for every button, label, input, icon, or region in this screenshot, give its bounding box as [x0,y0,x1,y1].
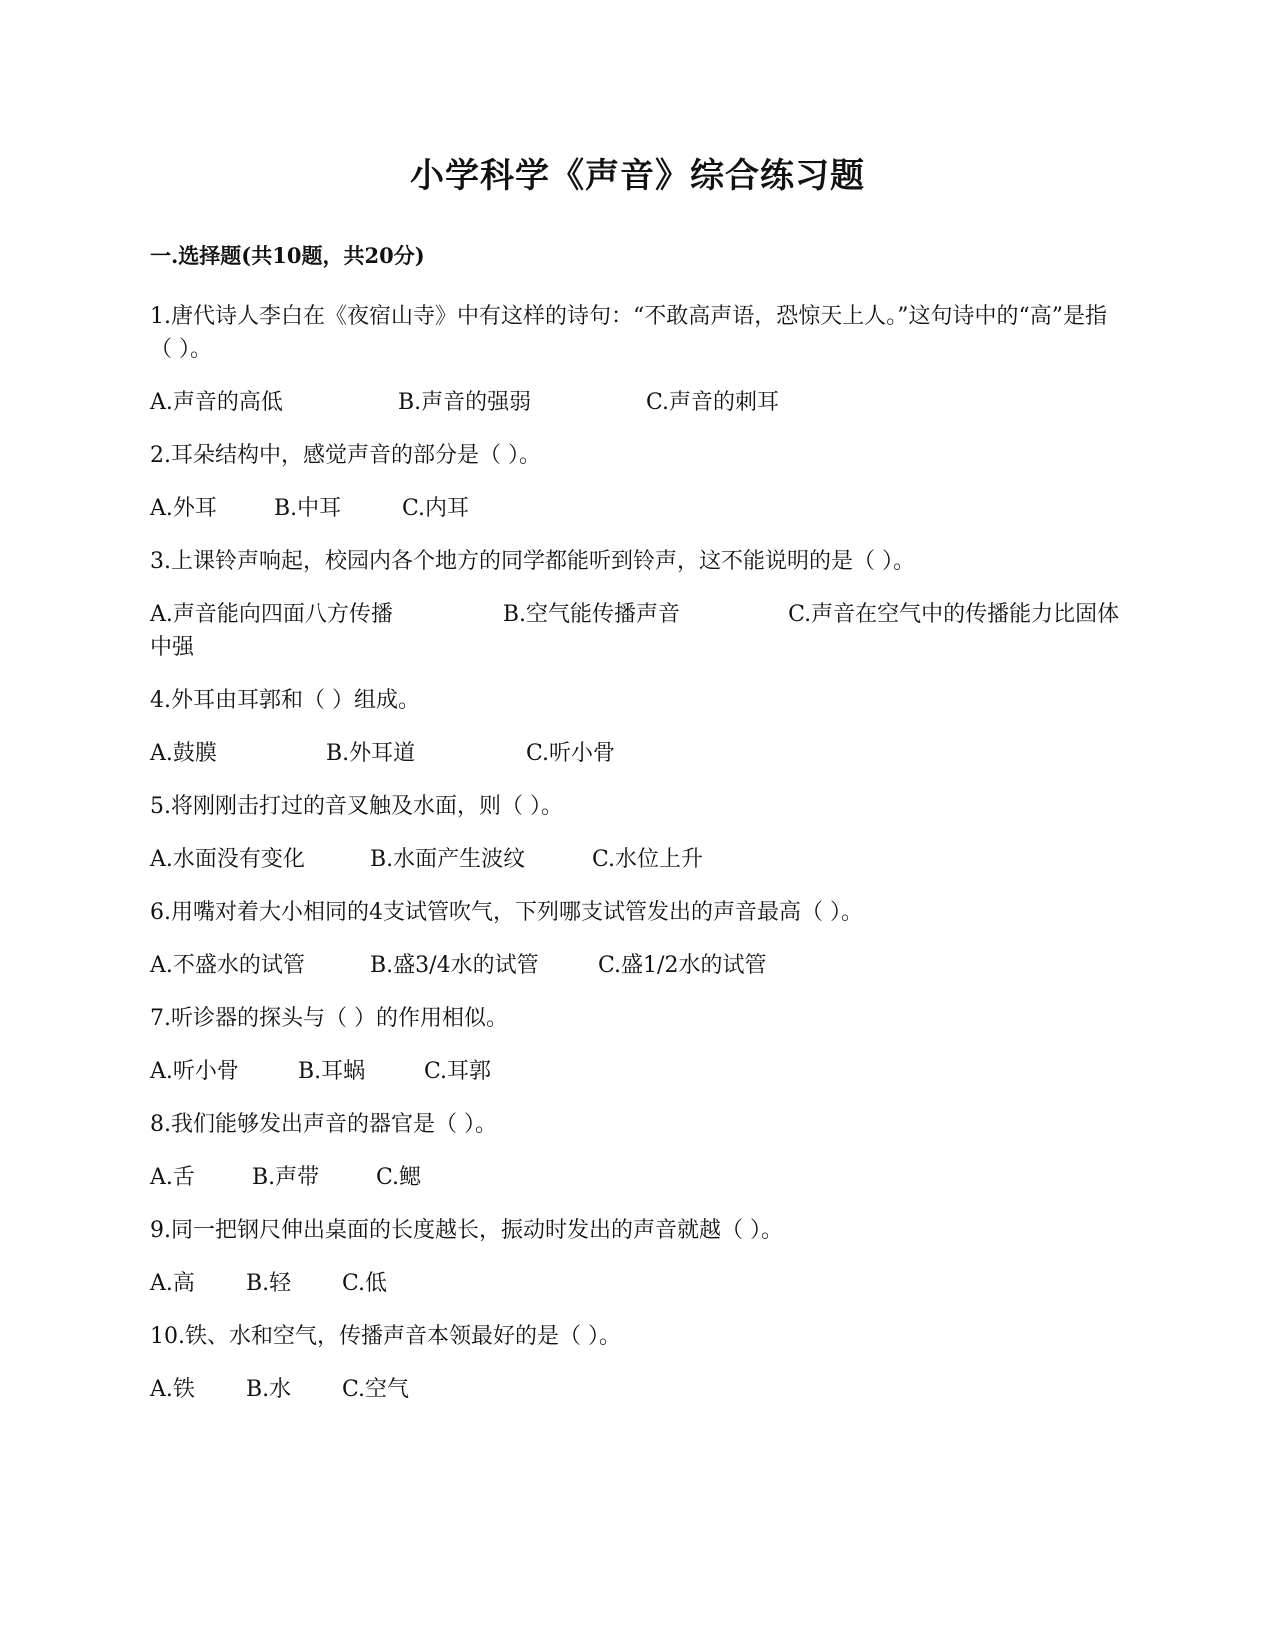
option-c: C.盛1/2水的试管 [598,953,767,978]
question-stem: 1.唐代诗人李白在《夜宿山寺》中有这样的诗句：“不敢高声语，恐惊天上人。”这句诗中的“高”是指（ ）。 [150,304,1107,362]
option-b: B.中耳 [274,496,342,521]
section-heading: 一.选择题(共10题，共20分) [150,243,425,268]
option-b: B.轻 [246,1271,292,1296]
option-b: B.外耳道 [326,741,416,766]
question-stem: 7.听诊器的探头与（ ）的作用相似。 [150,1006,508,1031]
option-b: B.水面产生波纹 [370,847,526,872]
option-c: C.内耳 [402,496,470,521]
question-1 [150,300,1125,419]
option-c: C.声音的刺耳 [646,390,780,415]
question-5 [150,790,1125,876]
question-options [150,949,1125,982]
question-stem: 5.将刚刚击打过的音叉触及水面，则（ ）。 [150,794,563,819]
option-a: A.铁 [150,1377,195,1402]
question-options [150,843,1125,876]
option-c: C.听小骨 [526,741,616,766]
option-a: A.鼓膜 [150,741,217,766]
option-b: B.盛3/4水的试管 [370,953,539,978]
option-b: B.耳蜗 [298,1059,366,1084]
question-stem: 3.上课铃声响起，校园内各个地方的同学都能听到铃声，这不能说明的是（ ）。 [150,549,915,574]
option-b: B.声音的强弱 [398,390,532,415]
question-stem: 8.我们能够发出声音的器官是（ ）。 [150,1112,497,1137]
question-2 [150,439,1125,525]
question-stem: 9.同一把钢尺伸出桌面的长度越长，振动时发出的声音就越（ ）。 [150,1218,783,1243]
option-b: B.水 [246,1377,292,1402]
question-10 [150,1320,1125,1406]
question-stem: 6.用嘴对着大小相同的4支试管吹气，下列哪支试管发出的声音最高（ ）。 [150,900,863,925]
option-a: A.外耳 [150,496,217,521]
question-6 [150,896,1125,982]
option-c: C.声音在空气中的传播能力比固体中强 [150,602,1120,660]
question-options [150,1055,1125,1088]
question-8 [150,1108,1125,1194]
question-stem: 10.铁、水和空气，传播声音本领最好的是（ ）。 [150,1324,621,1349]
option-a: A.高 [150,1271,195,1296]
question-options [150,386,1125,419]
question-stem: 2.耳朵结构中，感觉声音的部分是（ ）。 [150,443,541,468]
option-c: C.水位上升 [592,847,704,872]
question-4 [150,684,1125,770]
option-c: C.空气 [342,1377,410,1402]
option-a: A.舌 [150,1165,195,1190]
option-c: C.低 [342,1271,388,1296]
question-3 [150,545,1125,664]
option-a: A.不盛水的试管 [150,953,305,978]
option-a: A.声音能向四面八方传播 [150,602,393,627]
question-options [150,492,1125,525]
question-9 [150,1214,1125,1300]
option-c: C.鳃 [376,1165,422,1190]
option-b: B.声带 [252,1165,320,1190]
option-c: C.耳郭 [424,1059,492,1084]
question-options [150,1267,1125,1300]
question-options [150,598,1125,664]
question-list [150,300,1125,1426]
option-a: A.水面没有变化 [150,847,305,872]
option-a: A.声音的高低 [150,390,283,415]
question-options [150,1161,1125,1194]
option-a: A.听小骨 [150,1059,239,1084]
question-options [150,737,1125,770]
page-title: 小学科学《声音》综合练习题 [410,156,865,196]
option-b: B.空气能传播声音 [502,602,681,627]
question-options [150,1373,1125,1406]
question-stem: 4.外耳由耳郭和（ ）组成。 [150,688,420,713]
question-7 [150,1002,1125,1088]
